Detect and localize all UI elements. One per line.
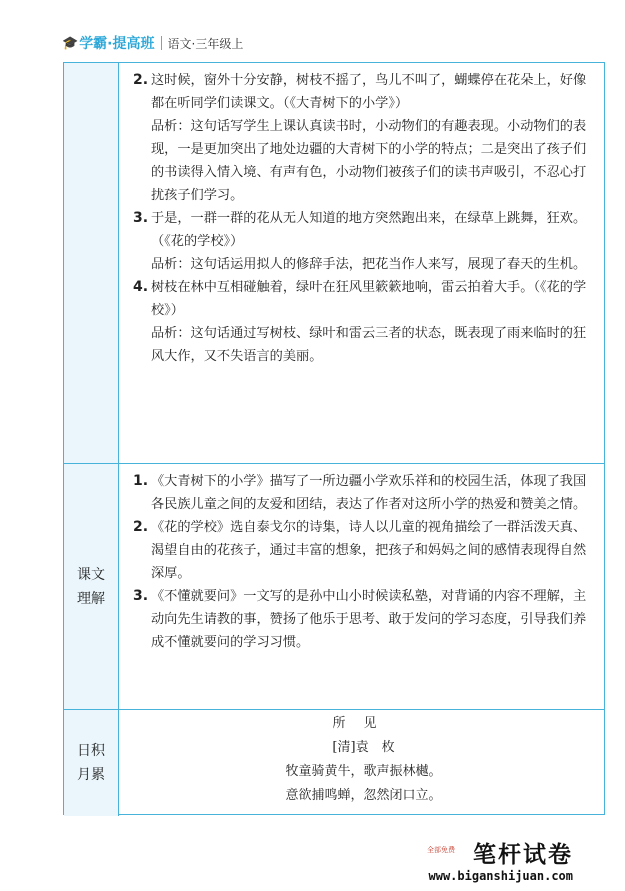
watermark-url: www.biganshijuan.com bbox=[428, 869, 573, 883]
poem-line: 牧童骑黄牛，歌声振林樾。 bbox=[285, 764, 442, 779]
famous-sentences-cell bbox=[119, 63, 604, 463]
list-item bbox=[133, 276, 594, 322]
item-text: 这时候，窗外十分安静，树枝不摇了，鸟儿不叫了，蝴蝶停在花朵上，好像都在听同学们读课文。（《大青树下的小学》） bbox=[151, 73, 587, 111]
item-number: 1. bbox=[133, 473, 149, 489]
list-item bbox=[133, 69, 594, 115]
watermark-title: 笔杆试卷 bbox=[473, 842, 573, 868]
site-watermark bbox=[429, 836, 574, 883]
understanding-cell bbox=[119, 464, 604, 709]
header-divider bbox=[161, 36, 162, 50]
list-item bbox=[133, 207, 594, 253]
item-number: 4. bbox=[133, 279, 149, 295]
item-analysis: 品析：这句话写学生上课认真读书时，小动物们的有趣表现。小动物们的表现，一是更加突出了地处边疆的大青树下的小学的特点；二是突出了孩子们的书读得入情入境、有声有色，小动物们被孩子们的读书声吸引，不忍心打扰孩子们学习。 bbox=[151, 119, 587, 203]
subject-label: 语文·三年级上 bbox=[167, 36, 244, 51]
item-text: 《大青树下的小学》描写了一所边疆小学欢乐祥和的校园生活，体现了我国各民族儿童之间的友爱和团结，表达了作者对这所小学的热爱和赞美之情。 bbox=[151, 474, 587, 512]
poem-author: [清]袁 枚 bbox=[332, 740, 395, 755]
row-label-daily bbox=[64, 710, 119, 816]
item-number: 3. bbox=[133, 588, 149, 604]
list-item bbox=[133, 470, 594, 516]
page-header bbox=[62, 32, 243, 54]
item-text: 树枝在林中互相碰触着，绿叶在狂风里簌簌地响，雷云拍着大手。（《花的学校》） bbox=[151, 280, 587, 318]
graduation-cap-icon: 🎓 bbox=[62, 35, 79, 51]
free-stamp: 全部免费 bbox=[427, 846, 455, 854]
row-label-understanding bbox=[64, 464, 119, 709]
item-text: 于是，一群一群的花从无人知道的地方突然跑出来，在绿草上跳舞，狂欢。（《花的学校》） bbox=[151, 211, 587, 249]
item-text: 《花的学校》选自泰戈尔的诗集，诗人以儿童的视角描绘了一群活泼天真、渴望自由的花孩子，通过丰富的想象，把孩子和妈妈之间的感情表现得自然深厚。 bbox=[151, 520, 587, 581]
label-text: 课文理解 bbox=[77, 566, 105, 607]
item-analysis: 品析：这句话运用拟人的修辞手法，把花当作人来写，展现了春天的生机。 bbox=[151, 257, 587, 272]
row-daily-accumulation bbox=[64, 709, 604, 816]
item-number: 2. bbox=[133, 519, 149, 535]
item-number: 3. bbox=[133, 210, 149, 226]
item-number: 2. bbox=[133, 72, 149, 88]
row-label-empty bbox=[64, 63, 119, 463]
label-text: 日积月累 bbox=[77, 743, 105, 783]
item-text: 《不懂就要问》一文写的是孙中山小时候读私塾，对背诵的内容不理解，主动向先生请教的事，赞扬了他乐于思考、敢于发问的学习态度，引导我们养成不懂就要问的学习习惯。 bbox=[151, 589, 587, 650]
row-famous-sentences bbox=[64, 63, 604, 463]
list-item bbox=[133, 585, 594, 654]
brand-name: 学霸·提高班 bbox=[79, 36, 155, 52]
item-analysis: 品析：这句话通过写树枝、绿叶和雷云三者的状态，既表现了雨来临时的狂风大作，又不失语言的美丽。 bbox=[151, 326, 587, 364]
poem-title: 所见 bbox=[332, 716, 395, 731]
poem-line: 意欲捕鸣蝉，忽然闭口立。 bbox=[285, 788, 442, 803]
content-table bbox=[63, 62, 605, 815]
brand-logo bbox=[62, 33, 155, 53]
list-item bbox=[133, 516, 594, 585]
poem-cell bbox=[119, 710, 604, 816]
row-text-understanding bbox=[64, 463, 604, 709]
